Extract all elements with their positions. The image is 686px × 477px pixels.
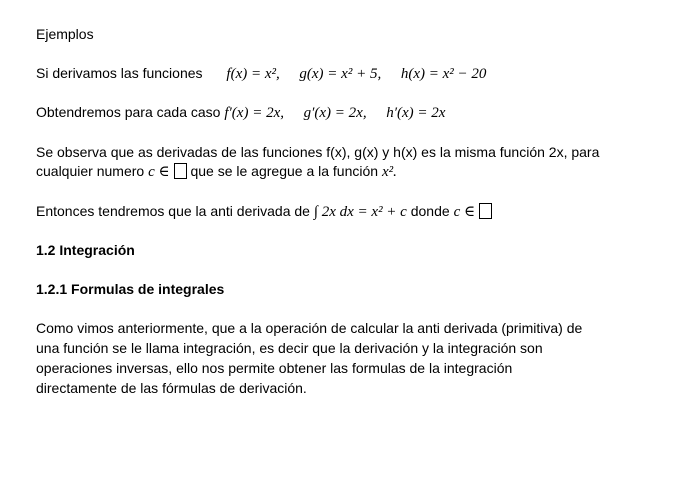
section-heading-integracion: 1.2 Integración	[36, 242, 135, 258]
functions-intro-text: Si derivamos las funciones	[36, 65, 203, 81]
example-functions-line	[36, 63, 486, 84]
function-f: f(x) = x²,	[226, 66, 284, 82]
body-paragraph	[36, 318, 636, 398]
paragraph-line-2: una función se le llama integración, es decir que la derivación y la integración son	[36, 340, 543, 356]
observation-line-2	[36, 161, 397, 182]
paragraph-line-3: operaciones inversas, ello nos permite obtener las formulas de la integración	[36, 360, 513, 376]
derivative-g: g′(x) = 2x,	[303, 105, 371, 121]
observation-text: cualquier numero	[36, 163, 149, 179]
heading-ejemplos: Ejemplos	[36, 26, 94, 42]
derivative-h: h′(x) = 2x	[386, 105, 446, 121]
real-numbers-symbol-box	[174, 163, 187, 179]
x-squared: x².	[381, 164, 397, 180]
function-h: h(x) = x² − 20	[400, 66, 487, 82]
c-element-of-2: c ∈	[453, 204, 476, 220]
section-heading-formulas: 1.2.1 Formulas de integrales	[36, 281, 225, 297]
paragraph-line-4: directamente de las fórmulas de derivación.	[36, 380, 307, 396]
derivative-f: f′(x) = 2x,	[224, 105, 288, 121]
c-element-of: c ∈	[148, 164, 170, 180]
real-numbers-symbol-box-2	[479, 203, 492, 219]
function-g: g(x) = x² + 5,	[299, 66, 385, 82]
antiderivative-line	[36, 201, 492, 222]
donde-text: donde	[406, 203, 454, 219]
integral-expression: ∫ 2x dx = x² + c	[313, 204, 407, 220]
antiderivative-text: Entonces tendremos que la anti derivada de	[36, 203, 314, 219]
derivatives-line	[36, 102, 445, 123]
observation-line-1: Se observa que as derivadas de las funciones f(x), g(x) y h(x) es la misma función 2x, para	[36, 144, 600, 160]
paragraph-line-1: Como vimos anteriormente, que a la operación de calcular la anti derivada (primitiva) de	[36, 320, 583, 336]
observation-text-cont: que se le agregue a la función	[186, 163, 382, 179]
derivatives-intro-text: Obtendremos para cada caso	[36, 104, 225, 120]
